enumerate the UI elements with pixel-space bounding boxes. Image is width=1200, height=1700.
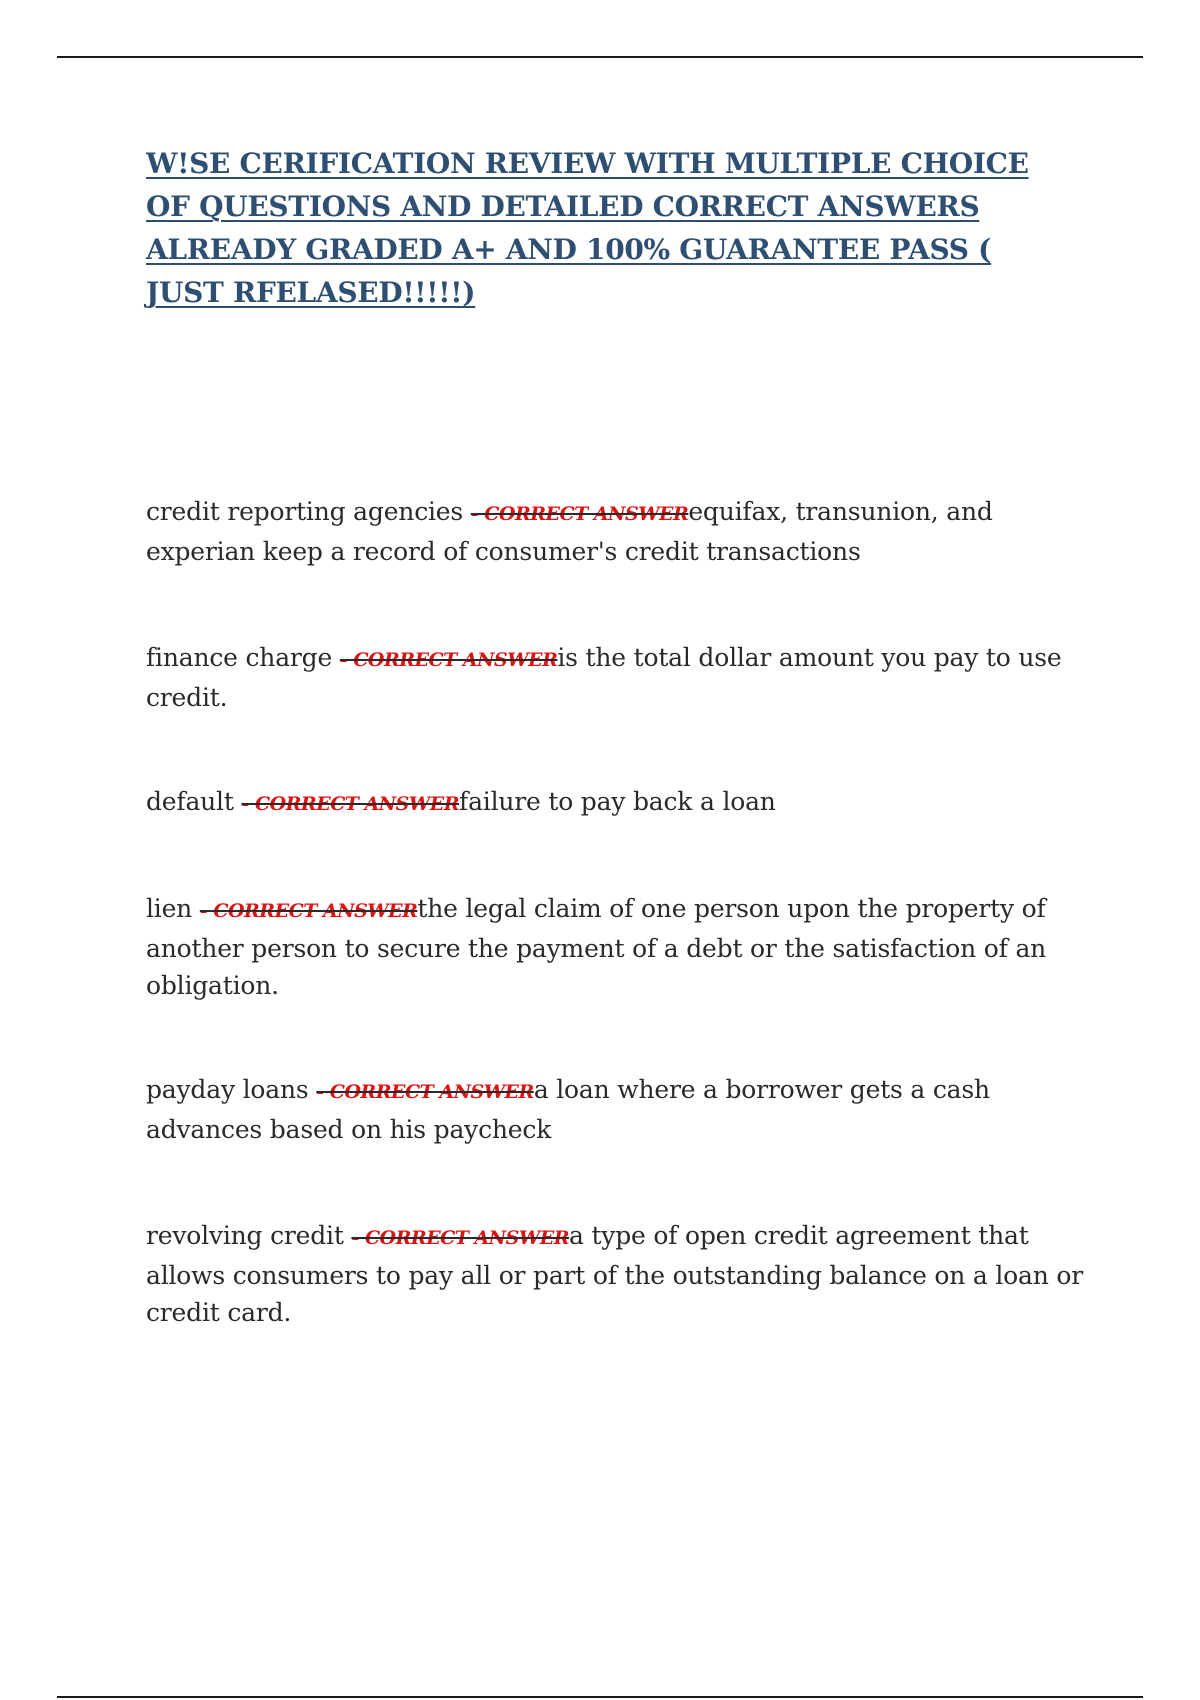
correct-answer-marker: - CORRECT ANSWER bbox=[351, 1227, 569, 1249]
document-title: W!SE CERIFICATION REVIEW WITH MULTIPLE CHOICE OF QUESTIONS AND DETAILED CORRECT ANSWERS ALREADY GRADED A+ AND 100% GUARANTEE PASS ( JUST RFELASED!!!!!) bbox=[146, 147, 1029, 309]
qa-definition: a loan where a borrower gets a cash advances based on his paycheck bbox=[146, 1075, 990, 1144]
qa-term: payday loans bbox=[146, 1075, 309, 1104]
correct-answer-marker: - CORRECT ANSWER bbox=[470, 503, 689, 525]
qa-term: lien bbox=[146, 894, 193, 923]
qa-entry bbox=[146, 783, 1086, 823]
correct-answer-marker: - CORRECT ANSWER bbox=[241, 793, 460, 815]
qa-term: credit reporting agencies bbox=[146, 497, 464, 526]
correct-answer-marker: - CORRECT ANSWER bbox=[199, 900, 418, 922]
qa-term: revolving credit bbox=[146, 1221, 344, 1250]
qa-term: finance charge bbox=[146, 643, 333, 672]
qa-entry bbox=[146, 1071, 1086, 1148]
qa-definition: is the total dollar amount you pay to use credit. bbox=[146, 643, 1062, 712]
qa-definition: a type of open credit agreement that allows consumers to pay all or part of the outstanding balance on a loan or credit card. bbox=[146, 1221, 1083, 1327]
qa-term: default bbox=[146, 787, 234, 816]
qa-definition: equifax, transunion, and experian keep a record of consumer's credit transactions bbox=[146, 497, 993, 566]
qa-entry bbox=[146, 493, 1086, 570]
qa-entry bbox=[146, 890, 1086, 1004]
qa-entry bbox=[146, 639, 1086, 716]
correct-answer-marker: - CORRECT ANSWER bbox=[339, 649, 558, 671]
header-rule bbox=[57, 56, 1143, 58]
correct-answer-marker: - CORRECT ANSWER bbox=[316, 1081, 534, 1103]
qa-definition: failure to pay back a loan bbox=[459, 787, 776, 816]
qa-definition: the legal claim of one person upon the property of another person to secure the payment of a debt or the satisfaction of an obligation. bbox=[146, 894, 1047, 1000]
qa-entry bbox=[146, 1217, 1086, 1331]
footer-rule bbox=[57, 1696, 1143, 1698]
